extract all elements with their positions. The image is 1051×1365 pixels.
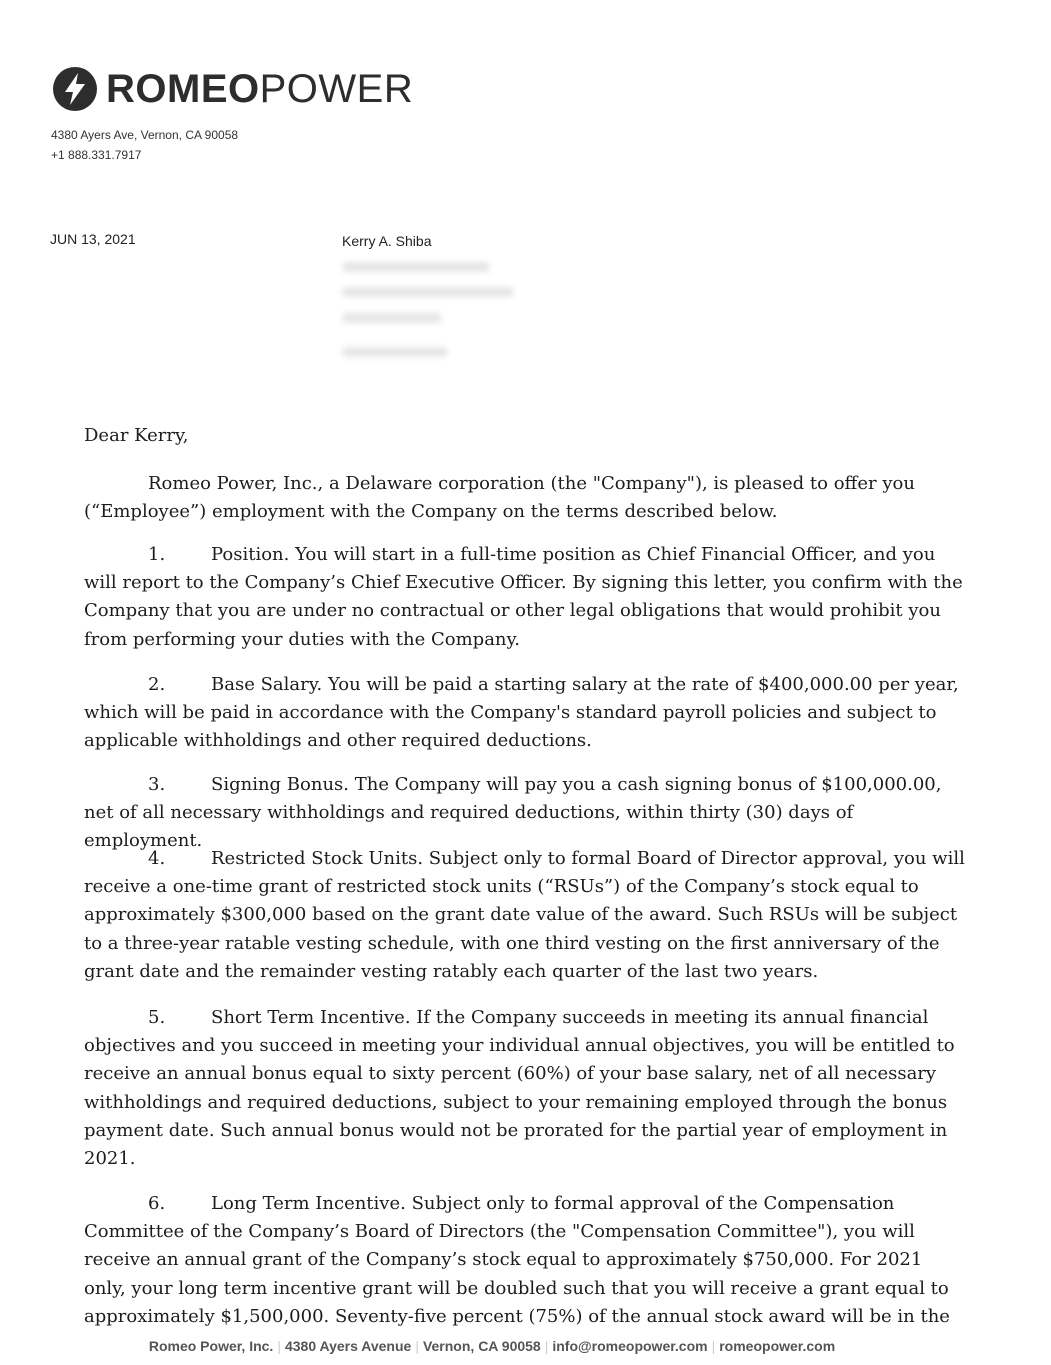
brand-name [106,66,413,112]
section-number: 1. [148,544,166,565]
section-text: Position. You will start in a full-time position as Chief Financial Officer, and you will report to the Company’s Chief Executive Officer. By signing this letter, you confirm with the Company that you are under no contractual or other legal obligations that would prohibit you from performing your duties with the Company. [84,544,963,650]
section-number: 4. [148,848,166,869]
section-long-term-incentive [84,1190,969,1331]
lightning-bolt-icon [52,66,98,112]
redacted-address-line [342,287,514,297]
footer-website: romeopower.com [719,1338,836,1354]
greeting: Dear Kerry, [84,425,189,446]
section-signing-bonus [84,771,969,856]
footer-email: info@romeopower.com [552,1338,708,1354]
redacted-address-line [342,347,448,357]
redacted-address-line [342,262,490,272]
redacted-address-line [342,313,442,323]
footer-city: Vernon, CA 90058 [422,1338,541,1354]
section-text: Long Term Incentive. Subject only to formal approval of the Compensation Committee of the Company’s Board of Directors (the "Compensation Committee"), you will receive an annual grant of the Company’s stock equal to approximately $750,000. For 2021 only, your long term incentive grant will be doubled such that you will receive a grant equal to approximately $1,500,000. Seventy-five percent (75%) of the annual stock award will be in the [84,1193,950,1327]
section-number: 6. [148,1193,166,1214]
intro-paragraph: Romeo Power, Inc., a Delaware corporation (the "Company"), is pleased to offer you (“Employee”) employment with the Company on the terms described below. [84,473,915,523]
section-restricted-stock-units [84,845,969,986]
section-text: Base Salary. You will be paid a starting salary at the rate of $400,000.00 per year, which will be paid in accordance with the Company's standard payroll policies and subject to applicable withholdings and other required deductions. [84,674,959,752]
footer-street: 4380 Ayers Avenue [284,1338,412,1354]
company-logo [52,66,413,112]
letterhead-phone: +1 888.331.7917 [51,148,142,162]
letter-date: JUN 13, 2021 [50,231,136,247]
letterhead-address: 4380 Ayers Ave, Vernon, CA 90058 [51,128,239,142]
page-footer: Romeo Power, Inc. | 4380 Ayers Avenue | Vernon, CA 90058 | info@romeopower.com | romeopower.com [148,1338,836,1354]
footer-company: Romeo Power, Inc. [148,1338,274,1354]
section-position [84,541,969,654]
section-text: Signing Bonus. The Company will pay you a cash signing bonus of $100,000.00, net of all necessary withholdings and required deductions, within thirty (30) days of employment. [84,774,942,852]
brand-name-light: POWER [259,67,414,111]
section-base-salary [84,671,969,756]
section-number: 5. [148,1007,166,1028]
section-number: 3. [148,774,166,795]
section-number: 2. [148,674,166,695]
section-text: Short Term Incentive. If the Company succeeds in meeting its annual financial objectives and you succeed in meeting your individual annual objectives, you will be entitled to receive an annual bonus equal to sixty percent (60%) of your base salary, net of all necessary withholdings and required deductions, subject to your remaining employed through the bonus payment date. Such annual bonus would not be prorated for the partial year of employment in 2021. [84,1007,955,1170]
section-short-term-incentive [84,1004,969,1173]
section-text: Restricted Stock Units. Subject only to formal Board of Director approval, you will receive a one-time grant of restricted stock units (“RSUs”) of the Company’s stock equal to approximately $300,000 based on the grant date value of the award. Such RSUs will be subject to a three-year ratable vesting schedule, with one third vesting on the first anniversary of the grant date and the remainder vesting ratably each quarter of the last two years. [84,848,965,982]
recipient-name: Kerry A. Shiba [342,233,432,249]
brand-name-bold: ROMEO [106,67,260,111]
